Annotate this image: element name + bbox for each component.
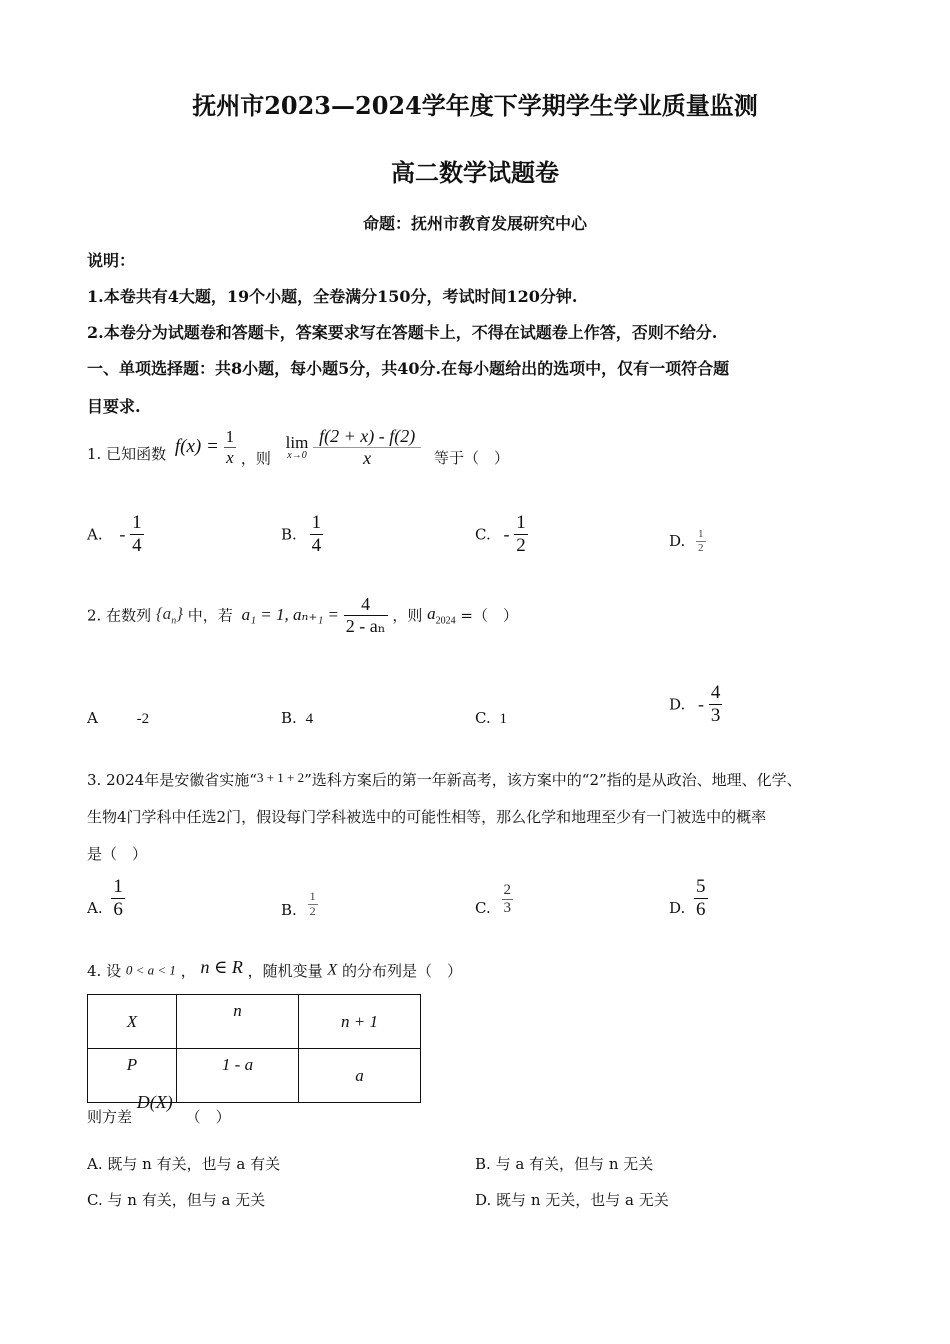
option-num: 1	[113, 876, 123, 897]
table-cell: 1 - a	[177, 1049, 299, 1103]
option-text: 既与 n 无关，也与 a 无关	[496, 1191, 669, 1209]
q1-function-fraction	[224, 427, 237, 467]
option-label: D.	[669, 532, 686, 551]
option-value: -2	[136, 711, 150, 727]
option-den: 2	[309, 903, 316, 918]
q2-mid: 中，若	[187, 606, 233, 625]
q3-option-a[interactable]	[87, 876, 125, 921]
option-label: D.	[669, 899, 686, 918]
q3-option-c[interactable]	[475, 882, 513, 918]
option-num: 1	[516, 512, 526, 533]
q3-line1-suffix: ”选科方案后的第一年新高考，该方案中的“2”指的是从政治、地理、化学、	[304, 771, 802, 789]
table-row	[88, 995, 421, 1049]
option-text: 与 n 有关，但与 a 无关	[107, 1191, 266, 1209]
q1-function-lhs: f(x) =	[174, 436, 219, 458]
option-label: B.	[281, 709, 297, 727]
option-label: D.	[669, 695, 686, 714]
q2-target-sub: 2024	[435, 615, 456, 627]
option-num: 1	[309, 889, 316, 903]
q2-option-b[interactable]	[281, 709, 313, 728]
q4-option-a[interactable]	[87, 1153, 280, 1174]
option-value: 4	[305, 711, 314, 727]
distribution-table	[87, 994, 421, 1103]
page-title: 抚州市2023—2024学年度下学期学生学业质量监测	[192, 91, 758, 120]
q3-formula: 3 + 1 + 2	[256, 770, 305, 785]
instruction-item-1: 1.本卷共有4大题，19个小题，全卷满分150分，考试时间120分钟.	[87, 287, 578, 306]
option-den: 3	[710, 704, 721, 726]
q2-prefix: 2. 在数列	[87, 606, 152, 625]
option-fraction	[694, 876, 708, 921]
option-sign: -	[698, 693, 705, 714]
table-cell: P	[88, 1049, 177, 1103]
section-heading-line-2: 目要求.	[87, 397, 141, 416]
option-den: 4	[132, 534, 142, 556]
option-den: 2	[698, 541, 704, 554]
q4-option-d[interactable]	[475, 1189, 669, 1210]
q1-limit-num: f(2 + x) - f(2)	[313, 426, 421, 448]
option-label: A	[87, 709, 98, 727]
q2-target-var: a	[427, 603, 436, 623]
table-cell: n + 1	[299, 995, 421, 1049]
option-sign: -	[119, 523, 126, 544]
instructions-label: 说明：	[87, 251, 136, 270]
option-den: 3	[503, 900, 511, 917]
option-label: B.	[281, 525, 297, 544]
option-fraction	[310, 512, 324, 557]
option-label: B.	[281, 901, 297, 920]
option-text: 既与 n 有关，也与 a 有关	[107, 1155, 281, 1173]
q4-suffix: 的分布列是（ ）	[341, 962, 462, 980]
option-num: 5	[696, 876, 706, 897]
option-num: 1	[311, 512, 322, 533]
option-value: 1	[499, 711, 507, 727]
q2-cond-num: 4	[344, 594, 388, 616]
q1-suffix: 等于（ ）	[434, 449, 510, 468]
q2-option-c[interactable]	[475, 709, 507, 728]
q2-suffix: =（ ）	[460, 606, 518, 625]
question-3-line-1	[87, 769, 802, 790]
q2-then: ，则	[392, 606, 423, 625]
q2-sequence	[155, 603, 183, 627]
option-label: C.	[475, 709, 491, 727]
q4-option-c[interactable]	[87, 1189, 265, 1210]
q2-seq-open: {a	[155, 603, 172, 623]
option-label: A.	[87, 1155, 103, 1173]
q4-option-b[interactable]	[475, 1153, 653, 1174]
q1-option-a[interactable]	[87, 512, 144, 557]
option-fraction	[130, 512, 144, 557]
q4-after-prefix: 则方差	[87, 1108, 133, 1126]
option-label: B.	[475, 1155, 491, 1173]
q2-seq-sub: n	[171, 615, 177, 627]
q4-condition-2: n ∈ R	[200, 957, 243, 977]
question-4-stem	[87, 957, 462, 981]
option-fraction	[111, 876, 125, 921]
option-fraction	[308, 890, 318, 919]
option-fraction	[709, 682, 723, 727]
q1-sep: ，则	[240, 449, 271, 468]
q2-condition: a₁ = 1, aₙ₊₁ =	[241, 605, 339, 625]
option-label: A.	[87, 525, 103, 544]
q4-variable: X	[327, 961, 338, 979]
instruction-item-2: 2.本卷分为试题卷和答题卡，答案要求写在答题卡上，不得在试题卷上作答，否则不给分.	[87, 323, 718, 342]
q4-after-suffix: （ ）	[185, 1108, 231, 1126]
q1-option-d[interactable]	[669, 528, 706, 554]
option-label: C.	[475, 898, 491, 917]
option-den: 6	[113, 898, 123, 920]
option-label: D.	[475, 1191, 492, 1209]
q4-prefix: 4. 设	[87, 962, 122, 980]
q1-lim-sub: x→0	[287, 449, 307, 461]
option-num: 4	[710, 682, 721, 703]
q4-condition-1: 0 < a < 1	[125, 962, 176, 978]
q3-line1-prefix: 3. 2024年是安徽省实施“	[87, 771, 257, 789]
option-num: 1	[132, 512, 142, 533]
option-den: 2	[516, 534, 526, 556]
q1-limit-fraction	[313, 426, 421, 468]
option-label: C.	[87, 1191, 103, 1209]
option-num: 1	[698, 528, 704, 540]
question-3-line-2: 生物4门学科中任选2门，假设每门学科被选中的可能性相等，那么化学和地理至少有一门被选中的概率	[87, 808, 767, 826]
q1-prefix: 1. 已知函数	[87, 445, 167, 464]
q2-option-a[interactable]	[87, 709, 149, 728]
option-label: C.	[475, 525, 491, 544]
q4-sep: ，	[180, 962, 196, 980]
question-2-stem	[87, 594, 518, 636]
q1-lim-word: lim	[285, 432, 309, 452]
option-fraction	[514, 512, 528, 557]
q2-target	[427, 603, 456, 627]
section-heading-line-1: 一、单项选择题：共8小题，每小题5分，共40分.在每小题给出的选项中，仅有一项符合题	[87, 359, 730, 378]
table-cell: a	[299, 1049, 421, 1103]
author-line: 命题：抚州市教育发展研究中心	[362, 214, 587, 233]
q1-option-b[interactable]	[281, 512, 323, 557]
q2-option-d[interactable]	[669, 682, 722, 727]
option-label: A.	[87, 899, 103, 918]
option-fraction	[696, 528, 706, 554]
q3-option-b[interactable]	[281, 890, 318, 919]
q1-function-den: x	[226, 447, 234, 467]
q2-cond-den: 2 - aₙ	[345, 615, 386, 636]
option-num: 2	[502, 882, 514, 900]
question-4-after	[87, 1092, 231, 1126]
table-cell: X	[88, 995, 177, 1049]
q1-function-num: 1	[225, 427, 235, 447]
question-1-stem	[87, 426, 509, 468]
page-subtitle: 高二数学试题卷	[391, 158, 559, 187]
q2-condition-fraction	[344, 594, 388, 636]
q4-mid: ，随机变量	[247, 962, 323, 980]
option-den: 6	[696, 898, 706, 920]
q1-limit-operator	[286, 434, 309, 461]
q1-option-c[interactable]	[475, 512, 528, 557]
q3-option-d[interactable]	[669, 876, 708, 921]
option-den: 4	[311, 534, 322, 556]
q1-limit-den: x	[363, 447, 372, 468]
option-text: 与 a 有关，但与 n 无关	[495, 1155, 654, 1173]
question-3-line-3: 是（ ）	[87, 845, 148, 863]
table-cell: n	[177, 995, 299, 1049]
q2-seq-close: }	[176, 603, 183, 623]
option-fraction	[502, 882, 514, 918]
q4-after-formula: D(X)	[136, 1092, 173, 1112]
option-sign: -	[503, 523, 510, 544]
